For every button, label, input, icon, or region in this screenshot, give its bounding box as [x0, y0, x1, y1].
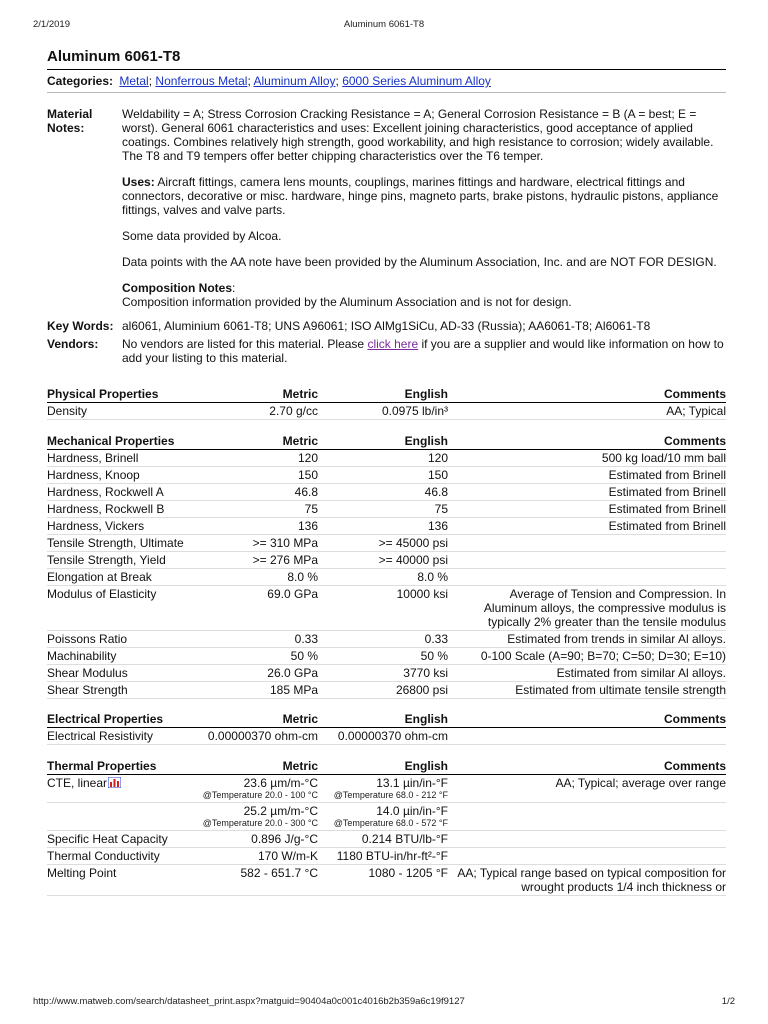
- english-value: 3770 ksi: [322, 664, 454, 681]
- comment-value: Estimated from ultimate tensile strength: [454, 681, 726, 698]
- property-row: [47, 647, 726, 664]
- property-name: Melting Point: [47, 864, 202, 895]
- english-value: 1180 BTU-in/hr-ft²-°F: [322, 847, 454, 864]
- metric-value: 0.896 J/g-°C: [202, 830, 322, 847]
- comment-value: [454, 830, 726, 847]
- comment-value: Estimated from trends in similar Al alloys.: [454, 630, 726, 647]
- aa-note: Data points with the AA note have been provided by the Aluminum Association, Inc. and are NOT FOR DESIGN.: [122, 255, 717, 269]
- english-value: 1080 - 1205 °F: [322, 864, 454, 895]
- english-value: 50 %: [322, 647, 454, 664]
- metric-value: 26.0 GPa: [202, 664, 322, 681]
- categories-row: Categories: Metal; Nonferrous Metal; Aluminum Alloy; 6000 Series Aluminum Alloy: [47, 70, 726, 93]
- metric-value: 8.0 %: [202, 568, 322, 585]
- metric-value: >= 276 MPa: [202, 551, 322, 568]
- comment-value: [454, 847, 726, 864]
- thermal-header-row: [47, 759, 726, 775]
- key-words-row: [47, 319, 726, 333]
- section-gap: [47, 420, 726, 434]
- english-column-header: English: [322, 387, 454, 403]
- comments-column-header: Comments: [454, 387, 726, 403]
- bar-chart-icon[interactable]: [108, 777, 121, 788]
- metric-value: 150: [202, 466, 322, 483]
- print-footer: [33, 996, 735, 1007]
- metric-value: >= 310 MPa: [202, 534, 322, 551]
- property-row: [47, 534, 726, 551]
- page-title: Aluminum 6061-T8: [47, 48, 726, 70]
- alcoa-note: Some data provided by Alcoa.: [122, 229, 282, 243]
- property-row: [47, 664, 726, 681]
- category-link-nonferrous[interactable]: Nonferrous Metal: [155, 74, 248, 88]
- property-row: [47, 517, 726, 534]
- metric-column-header: Metric: [202, 387, 322, 403]
- vendors-row: [47, 337, 726, 365]
- property-row-cte: [47, 774, 726, 802]
- metric-value: 75: [202, 500, 322, 517]
- metric-value: 582 - 651.7 °C: [202, 864, 322, 895]
- comment-value: AA; Typical: [454, 403, 726, 420]
- key-words-label: Key Words:: [47, 319, 114, 333]
- composition-notes: Composition Notes: Composition information provided by the Aluminum Association and is not for design.: [122, 281, 572, 309]
- metric-value: 46.8: [202, 483, 322, 500]
- property-name: Elongation at Break: [47, 568, 202, 585]
- metric-value: 120: [202, 449, 322, 466]
- english-value: 26800 psi: [322, 681, 454, 698]
- comment-value: AA; Typical range based on typical composition for wrought products 1/4 inch thickness or: [454, 864, 726, 895]
- click-here-link[interactable]: click here: [367, 337, 419, 351]
- english-column-header: English: [322, 434, 454, 450]
- key-words-text: al6061, Aluminium 6061-T8; UNS A96061; ISO AlMg1SiCu, AD-33 (Russia); AA6061-T8; Al6061-T8: [122, 319, 651, 333]
- print-date: 2/1/2019: [33, 19, 70, 30]
- material-notes-body: [122, 107, 726, 319]
- comments-column-header: Comments: [454, 434, 726, 450]
- property-name: Hardness, Vickers: [47, 517, 202, 534]
- metric-value: 69.0 GPa: [202, 585, 322, 630]
- footer-url: http://www.matweb.com/search/datasheet_print.aspx?matguid=90404a0c001c4016b2b359a6c19f9127: [33, 996, 465, 1007]
- property-row: [47, 830, 726, 847]
- categories-label: Categories:: [47, 74, 114, 88]
- metric-value: 185 MPa: [202, 681, 322, 698]
- comment-value: 0-100 Scale (A=90; B=70; C=50; D=30; E=10): [454, 647, 726, 664]
- comment-value: 500 kg load/10 mm ball: [454, 449, 726, 466]
- property-row: [47, 449, 726, 466]
- property-name: [47, 802, 202, 830]
- comments-column-header: Comments: [454, 712, 726, 728]
- comment-value: Estimated from Brinell: [454, 517, 726, 534]
- property-row: [47, 847, 726, 864]
- property-name: Density: [47, 403, 202, 420]
- section-gap: [47, 745, 726, 759]
- property-name: Thermal Conductivity: [47, 847, 202, 864]
- property-name: CTE, linear: [47, 774, 202, 802]
- physical-heading: Physical Properties: [47, 387, 202, 403]
- properties-table: [47, 387, 726, 896]
- comment-value: Estimated from Brinell: [454, 483, 726, 500]
- category-link-6000-series[interactable]: 6000 Series Aluminum Alloy: [342, 74, 491, 88]
- property-name: Poissons Ratio: [47, 630, 202, 647]
- property-row: [47, 681, 726, 698]
- property-row: [47, 864, 726, 895]
- comment-value: [454, 568, 726, 585]
- english-column-header: English: [322, 712, 454, 728]
- english-value: 0.33: [322, 630, 454, 647]
- comments-column-header: Comments: [454, 759, 726, 775]
- property-name: Electrical Resistivity: [47, 728, 202, 745]
- comment-value: Estimated from Brinell: [454, 500, 726, 517]
- property-row: [47, 728, 726, 745]
- comment-value: [454, 728, 726, 745]
- comment-value: AA; Typical; average over range: [454, 774, 726, 802]
- property-row: [47, 630, 726, 647]
- vendors-label: Vendors:: [47, 337, 99, 351]
- english-value: 46.8: [322, 483, 454, 500]
- category-link-metal[interactable]: Metal: [119, 74, 149, 88]
- property-name: Shear Strength: [47, 681, 202, 698]
- english-value: 136: [322, 517, 454, 534]
- vendors-text: No vendors are listed for this material. Please click here if you are a supplier and would like information on how to add your listing to this material.: [122, 337, 724, 365]
- material-notes: [47, 107, 726, 319]
- category-link-aluminum-alloy[interactable]: Aluminum Alloy: [253, 74, 336, 88]
- comment-value: Average of Tension and Compression. In Aluminum alloys, the compressive modulus is typically 2% greater than the tensile modulus: [454, 585, 726, 630]
- metric-column-header: Metric: [202, 759, 322, 775]
- metric-value: 170 W/m-K: [202, 847, 322, 864]
- comment-value: Estimated from Brinell: [454, 466, 726, 483]
- property-name: Specific Heat Capacity: [47, 830, 202, 847]
- english-value: 75: [322, 500, 454, 517]
- section-gap: [47, 698, 726, 712]
- metric-value: 0.33: [202, 630, 322, 647]
- uses-paragraph: Uses: Aircraft fittings, camera lens mounts, couplings, marines fittings and hardware, electrical fittings and connectors, decorative or misc. hardware, hinge pins, magneto parts, brake pistons, hydraulic pistons, appliance fittings, valves and valve parts.: [122, 175, 719, 217]
- english-value: >= 45000 psi: [322, 534, 454, 551]
- property-name: Hardness, Knoop: [47, 466, 202, 483]
- mechanical-heading: Mechanical Properties: [47, 434, 202, 450]
- electrical-heading: Electrical Properties: [47, 712, 202, 728]
- thermal-heading: Thermal Properties: [47, 759, 202, 775]
- metric-value: 136: [202, 517, 322, 534]
- page-number: 1/2: [721, 996, 735, 1007]
- comment-value: [454, 551, 726, 568]
- metric-column-header: Metric: [202, 712, 322, 728]
- property-name: Shear Modulus: [47, 664, 202, 681]
- english-value: 10000 ksi: [322, 585, 454, 630]
- property-name: Machinability: [47, 647, 202, 664]
- property-row: [47, 403, 726, 420]
- property-row: [47, 466, 726, 483]
- physical-header-row: [47, 387, 726, 403]
- english-value: 0.0975 lb/in³: [322, 403, 454, 420]
- property-name: Hardness, Rockwell A: [47, 483, 202, 500]
- english-value: 8.0 %: [322, 568, 454, 585]
- property-name: Tensile Strength, Yield: [47, 551, 202, 568]
- metric-column-header: Metric: [202, 434, 322, 450]
- datasheet: [47, 48, 726, 896]
- property-row-cte-2: [47, 802, 726, 830]
- property-name: Tensile Strength, Ultimate: [47, 534, 202, 551]
- property-name: Hardness, Rockwell B: [47, 500, 202, 517]
- metric-value: 25.2 µm/m-°C @Temperature 20.0 - 300 °C: [202, 802, 322, 830]
- english-value: >= 40000 psi: [322, 551, 454, 568]
- print-header: [33, 19, 735, 31]
- property-row: [47, 551, 726, 568]
- english-value: 150: [322, 466, 454, 483]
- mechanical-header-row: [47, 434, 726, 450]
- english-column-header: English: [322, 759, 454, 775]
- property-name: Modulus of Elasticity: [47, 585, 202, 630]
- english-value: 0.00000370 ohm-cm: [322, 728, 454, 745]
- comment-value: [454, 534, 726, 551]
- property-name: Hardness, Brinell: [47, 449, 202, 466]
- comment-value: [454, 802, 726, 830]
- material-notes-label: Material Notes:: [47, 107, 93, 135]
- english-value: 120: [322, 449, 454, 466]
- metric-value: 0.00000370 ohm-cm: [202, 728, 322, 745]
- property-row: [47, 568, 726, 585]
- property-row: [47, 500, 726, 517]
- electrical-header-row: [47, 712, 726, 728]
- property-row: [47, 483, 726, 500]
- property-row: [47, 585, 726, 630]
- notes-paragraph: Weldability = A; Stress Corrosion Cracking Resistance = A; General Corrosion Resistance = B (A = best; E = worst). General 6061 characteristics and uses: Excellent joining characteristics, good acceptance of applied coatings. Combines relatively high strength, good workability, and high resistance to corrosion; widely available. The T8 and T9 tempers offer better chipping characteristics over the T6 temper.: [122, 107, 714, 163]
- english-value: 13.1 µin/in-°F @Temperature 68.0 - 212 °F: [322, 774, 454, 802]
- english-value: 0.214 BTU/lb-°F: [322, 830, 454, 847]
- metric-value: 23.6 µm/m-°C @Temperature 20.0 - 100 °C: [202, 774, 322, 802]
- metric-value: 2.70 g/cc: [202, 403, 322, 420]
- comment-value: Estimated from similar Al alloys.: [454, 664, 726, 681]
- print-doc-title: Aluminum 6061-T8: [343, 19, 425, 30]
- metric-value: 50 %: [202, 647, 322, 664]
- english-value: 14.0 µin/in-°F @Temperature 68.0 - 572 °F: [322, 802, 454, 830]
